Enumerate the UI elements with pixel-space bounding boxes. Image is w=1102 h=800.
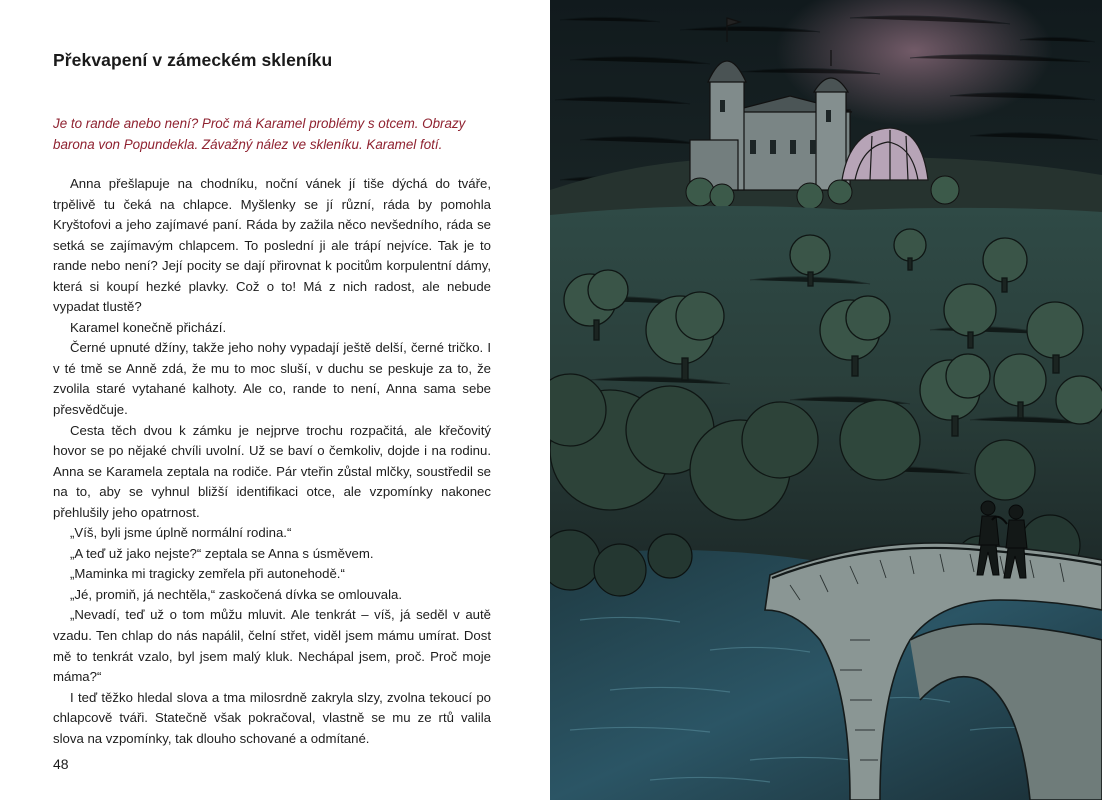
paragraph: „A teď už jako nejste?“ zeptala se Anna s úsměvem. <box>70 545 374 561</box>
night-castle-illustration <box>550 0 1102 800</box>
tree <box>1056 376 1102 424</box>
chapter-summary: Je to rande anebo není? Proč má Karamel problémy s otcem. Obrazy barona von Popundekla. Závažný nález ve skleníku. Karamel fotí. <box>53 116 466 152</box>
text-page <box>0 0 550 800</box>
paragraph: I teď těžko hledal slova a tma milosrdně zakryla slzy, zvolna tekoucí po chlapcově tváři. Statečně však pokračoval, vlastně se mu ze rtů valila slova na vzpomínky, tak dlouho schované a odmítané. <box>53 689 491 746</box>
paragraph: Anna přešlapuje na chodníku, noční vánek jí tiše dýchá do tváře, trpělivě tu čeká na chlapce. Myšlenky se jí různí, ráda by pomohla Kryštofovi a jeho zajímavé paní. Ráda by zažila něco nevšedního, ráda se setká se zajímavým chlapcem. To poslední ji ale trápí nejvíce. Tak je to rande nebo není? Její pocity se dají přirovnat k pocitům korpulentní dámy, která si koupí hezké plavky. Což o to! Má z nich radost, ale nebude vypadat tlustě? <box>53 176 491 315</box>
paragraph: „Jé, promiň, já nechtěla,“ zaskočená dívka se omlouvala. <box>70 586 403 602</box>
paragraph: „Víš, byli jsme úplně normální rodina.“ <box>70 525 292 541</box>
paragraph: Černé upnuté džíny, takže jeho nohy vypadají ještě delší, černé tričko. I v té tmě se Anně zdá, že mu to moc sluší, v duchu se peskuje za to, že zvolila staré vytahané kalhoty. Ale co, rande to není, Anna sama sebe přesvědčuje. <box>53 340 491 418</box>
body-text <box>53 174 491 749</box>
chapter-title: Překvapení v zámeckém skleníku <box>53 50 333 70</box>
paragraph: Cesta těch dvou k zámku je nejprve trochu rozpačitá, ale křečovitý hovor se po nějaké chvíli uvolní. Už se baví o čemkoliv, dojde i na rodinu. Anna se Karamela zeptala na rodiče. Pár vteřin zůstal mlčky, soustředil se na to, aby se vyhnul bližší identifikaci otce, ale vzpomínky nakonec přehlušily jeho opatrnost. <box>53 422 491 520</box>
paragraph: Karamel konečně přichází. <box>70 319 227 335</box>
paragraph: „Maminka mi tragicky zemřela při autonehodě.“ <box>70 566 345 582</box>
paragraph: „Nevadí, teď už o tom můžu mluvit. Ale tenkrát – víš, já seděl v autě vzadu. Ten chlap do nás napálil, čelní střet, viděl jsem mámu umírat. Dost mě to tenkrát vzalo, byl jsem malý kluk. Nechápal jsem, proč. Proč moje máma?“ <box>53 607 491 685</box>
tree <box>840 400 920 480</box>
tree <box>975 440 1035 500</box>
page-number: 48 <box>53 756 69 772</box>
